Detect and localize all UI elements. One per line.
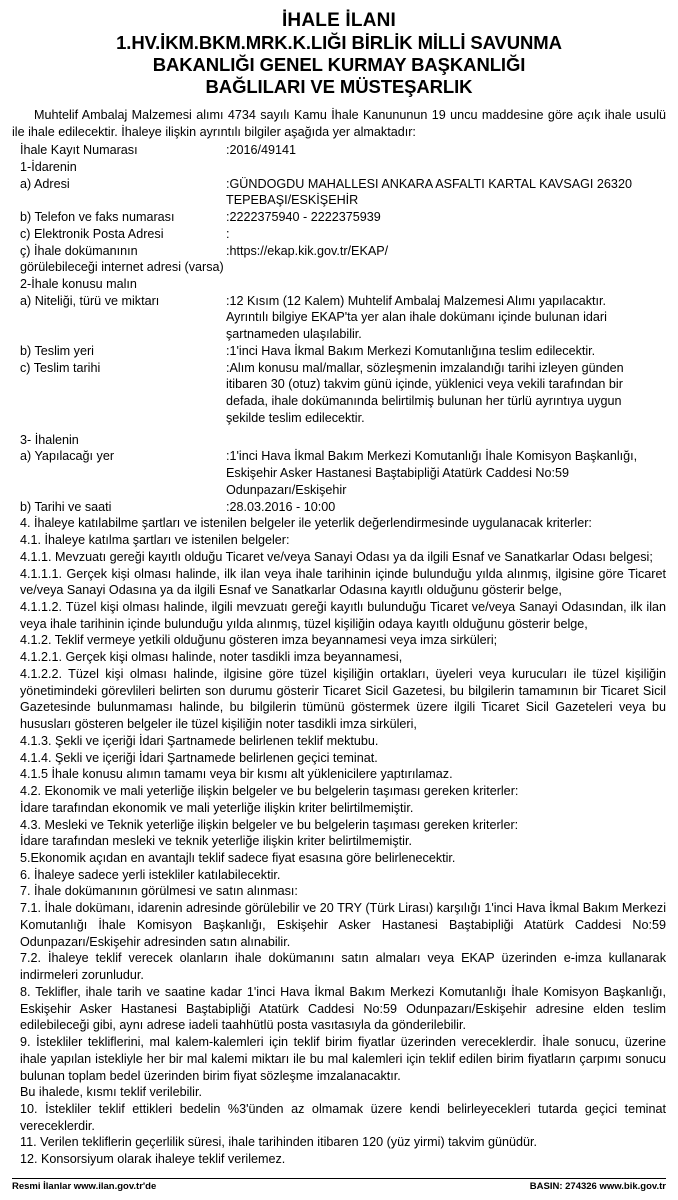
field-teslim-yeri [12,343,666,360]
clause-item: 4.1.2.2. Tüzel kişi olması halinde, ilgisine göre tüzel kişiliğin ortakları, üyeleri veya kurucuları ile tüzel kişiliğin yönetimindeki görevlileri belirten son durumu gösterir Ticaret Sicil Gazetesi, bu bilgilerin tamamının bir Ticaret Sicil Gazetesinde bulunmaması halinde, bu bilgilerin tümünü göstermek üzere ilgili Ticaret Sicil Gazeteleri veya bu hususları gösteren belgeler ile tüzel kişiliğin noter tasdikli imza sirküleri, [20,666,666,732]
clause-item: 4.1.2.1. Gerçek kişi olması halinde, noter tasdikli imza beyannamesi, [20,650,403,665]
clause-item: Bu ihalede, kısmı teklif verilebilir. [20,1085,202,1100]
field-value-line-1: :1'inci Hava İkmal Bakım Merkezi Komutanlığı İhale Komisyon Başkanlığı, [226,449,638,464]
field-label: İhale Kayıt Numarası [20,143,138,158]
document-footer [12,1178,666,1192]
clause-item: 4.1.1.1. Gerçek kişi olması halinde, ilk ilan veya ihale tarihinin içinde bulunduğu yılda alınmış, ilgisine göre Ticaret ve/veya Sanayi Odasına ya da ilgili Esnaf ve Sanatkarlar Odasına kayıtlı olduğunu gösterir belge, [20,566,666,598]
field-label: ç) İhale dokümanının [20,243,138,258]
clause-item: 7. İhale dokümanının görülmesi ve satın alınması: [20,884,298,899]
field-kayit-no [12,142,666,159]
field-eposta [12,226,666,243]
field-label: c) Teslim tarihi [20,360,101,375]
clause-item: 4.1. İhaleye katılma şartları ve istenilen belgeler: [20,533,290,548]
field-telefon [12,209,666,226]
title-line-3: BAKANLIĞI GENEL KURMAY BAŞKANLIĞI [152,54,526,76]
field-value: :2222375940 - 2222375939 [226,210,381,225]
clause-item: 8. Teklifler, ihale tarih ve saatine kadar 1'inci Hava İkmal Bakım Merkezi Komutanlığı İhale Komisyon Başkanlığı, Eskişehir Asker Hastanesi Baştabipliği Atatürk Caddesi No:59 Odunpazarı/Eskişehir adresine elden teslim edilebileceği gibi, aynı adrese iadeli taahhütlü posta vasıtasıyla da gönderilebilir. [20,984,666,1033]
section-ihalenin: 3- İhalenin [20,432,79,447]
field-label: a) Yapılacağı yer [20,449,115,464]
clause-item: 4.3. Mesleki ve Teknik yeterliğe ilişkin belgeler ve bu belgelerin taşıması gereken kriterler: [20,817,519,832]
page-title [12,10,666,98]
field-value-line-4: şekilde teslim edilecektir. [226,410,365,425]
clause-item: İdare tarafından mesleki ve teknik yeterliğe ilişkin kriter belirtilmemiştir. [20,834,412,849]
clause-item: 4. İhaleye katılabilme şartları ve istenilen belgeler ile yeterlik değerlendirmesinde uygulanacak kriterler: [20,516,592,531]
clause-item: 4.2. Ekonomik ve mali yeterliğe ilişkin belgeler ve bu belgelerin taşıması gereken kriterler: [20,784,519,799]
field-value-line-3: Odunpazarı/Eskişehir [226,482,347,497]
field-value [226,448,666,498]
field-label: b) Tarihi ve saati [20,499,112,514]
title-line-1: İHALE İLANI [281,10,397,31]
clause-item: 12. Konsorsiyum olarak ihaleye teklif verilemez. [20,1152,286,1167]
field-value: :28.03.2016 - 10:00 [226,499,336,514]
field-value [226,293,666,343]
clause-item: 11. Verilen tekliflerin geçerlilik süresi, ihale tarihinden itibaren 120 (yüz yirmi) takvim günüdür. [20,1135,538,1150]
section-ihale-konusu: 2-İhale konusu malın [20,277,137,292]
clause-item: 4.1.2. Teklif vermeye yetkili olduğunu gösteren imza beyannamesi veya imza sirküleri; [20,633,498,648]
field-value-line-3: şartnameden ulaşılabilir. [226,327,362,342]
field-label: b) Telefon ve faks numarası [20,210,175,225]
section-idarenin: 1-İdarenin [20,159,77,174]
field-adresi [12,176,666,209]
field-value [226,360,666,427]
clauses-list [12,515,666,1168]
field-value-line-1: :Alım konusu mal/mallar, sözleşmenin imzalandığı tarihi izleyen günden [226,360,624,375]
field-value-line-2: TEPEBAŞI/ESKİŞEHİR [226,193,359,208]
field-label: a) Adresi [20,176,70,191]
footer-right-text: BASIN: 274326 www.bik.gov.tr [529,1180,666,1192]
clause-item: 6. İhaleye sadece yerli istekliler katılabilecektir. [20,867,281,882]
clause-item: 4.1.3. Şekli ve içeriği İdari Şartnamede belirlenen teklif mektubu. [20,733,379,748]
title-line-4: BAĞLILARI VE MÜSTEŞARLIK [205,76,473,98]
field-dokuman [12,243,666,260]
field-value-line-3: defada, ihale dokümanında belirtilmiş bulunan her türlü ayrıntıya uygun [226,394,622,409]
field-value: :https://ekap.kik.gov.tr/EKAP/ [226,243,389,258]
field-label: c) Elektronik Posta Adresi [20,226,164,241]
clause-item: 5.Ekonomik açıdan en avantajlı teklif sadece fiyat esasına göre belirlenecektir. [20,850,456,865]
field-value: :2016/49141 [226,143,297,158]
field-value: :1'inci Hava İkmal Bakım Merkezi Komutanlığına teslim edilecektir. [226,343,596,358]
field-nitelik [12,293,666,343]
field-value-line-2: itibaren 30 (otuz) takvim günü içinde, yüklenici veya vekili tarafından bir [226,377,623,392]
clause-item: 9. İstekliler tekliflerini, mal kalem-kalemleri için teklif birim fiyatlar üzerinden vereceklerdir. İhale sonucu, üzerine ihale yapılan istekliyle her bir mal kalemi miktarı ile bu mal kalemleri için teklif edilen birim fiyatların çarpımı sonucu bulunan toplam bedel üzerinden birim fiyat sözleşme imzalanacaktır. [20,1035,666,1083]
field-teslim-tarihi [12,360,666,427]
clause-item: 7.2. İhaleye teklif verecek olanların ihale dokümanını satın almaları veya EKAP üzerinden e-imza kullanarak indirmeleri zorunludur. [20,951,666,983]
field-label: a) Niteliği, türü ve miktarı [20,293,160,308]
footer-left-text: Resmi İlanlar www.ilan.gov.tr'de [12,1180,157,1192]
field-value [226,176,666,209]
clause-item: 4.1.5 İhale konusu alımın tamamı veya bir kısmı alt yüklenicilere yaptırılamaz. [20,767,453,782]
field-yapilacagi-yer [12,448,666,498]
field-tarihi-saati [12,499,666,516]
intro-paragraph: Muhtelif Ambalaj Malzemesi alımı 4734 sayılı Kamu İhale Kanununun 19 uncu maddesine göre açık ihale usulü ile ihale edilecektir. İhaleye ilişkin ayrıntılı bilgiler aşağıda yer almaktadır: [12,107,666,140]
field-label: b) Teslim yeri [20,343,94,358]
title-line-2: 1.HV.İKM.BKM.MRK.K.LIĞI BİRLİK MİLLİ SAVUNMA [116,32,562,54]
field-value-line-1: :GÜNDOGDU MAHALLESI ANKARA ASFALTI KARTAL KAVSAGI 26320 [226,176,632,191]
clause-item: 10. İstekliler teklif ettikleri bedelin %3'ünden az olmamak üzere kendi belirleyecekleri tutarda geçici teminat vereceklerdir. [20,1102,666,1133]
field-value-line-1: :12 Kısım (12 Kalem) Muhtelif Ambalaj Malzemesi Alımı yapılacaktır. [226,293,607,308]
field-value: : [226,226,230,241]
clause-item: 4.1.4. Şekli ve içeriği İdari Şartnamede belirlenen geçici teminat. [20,750,378,765]
field-value-line-2: Ayrıntılı bilgiye EKAP'ta yer alan ihale dokümanı içinde bulunan idari [226,310,607,325]
clause-item: 7.1. İhale dokümanı, idarenin adresinde görülebilir ve 20 TRY (Türk Lirası) karşılığı 1'inci Hava İkmal Bakım Merkezi Komutanlığı İhale Komisyon Başkanlığı, Eskişehir Asker Hastanesi Baştabipliği Atatürk Caddesi No:59 Odunpazarı/Eskişehir adresinden satın alınabilir. [20,901,666,949]
field-value-line-2: Eskişehir Asker Hastanesi Baştabipliği Atatürk Caddesi No:59 [226,466,570,481]
clause-item: İdare tarafından ekonomik ve mali yeterliğe ilişkin kriter belirtilmemiştir. [20,800,414,815]
clause-item: 4.1.1.2. Tüzel kişi olması halinde, ilgili mevzuatı gereği kayıtlı bulunduğu Ticaret ve/veya Sanayi Odasından, ilk ilan veya ihale tarihinin içinde bulunduğu yılda alınmış, tüzel kişiliğin odaya kayıtlı olduğunu gösterir belge, [20,599,666,631]
clause-item: 4.1.1. Mevzuatı gereği kayıtlı olduğu Ticaret ve/veya Sanayi Odası ya da ilgili Esnaf ve Sanatkarlar Odası belgesi; [20,549,653,564]
field-dokuman-label-cont: görülebileceği internet adresi (varsa) [20,260,224,275]
